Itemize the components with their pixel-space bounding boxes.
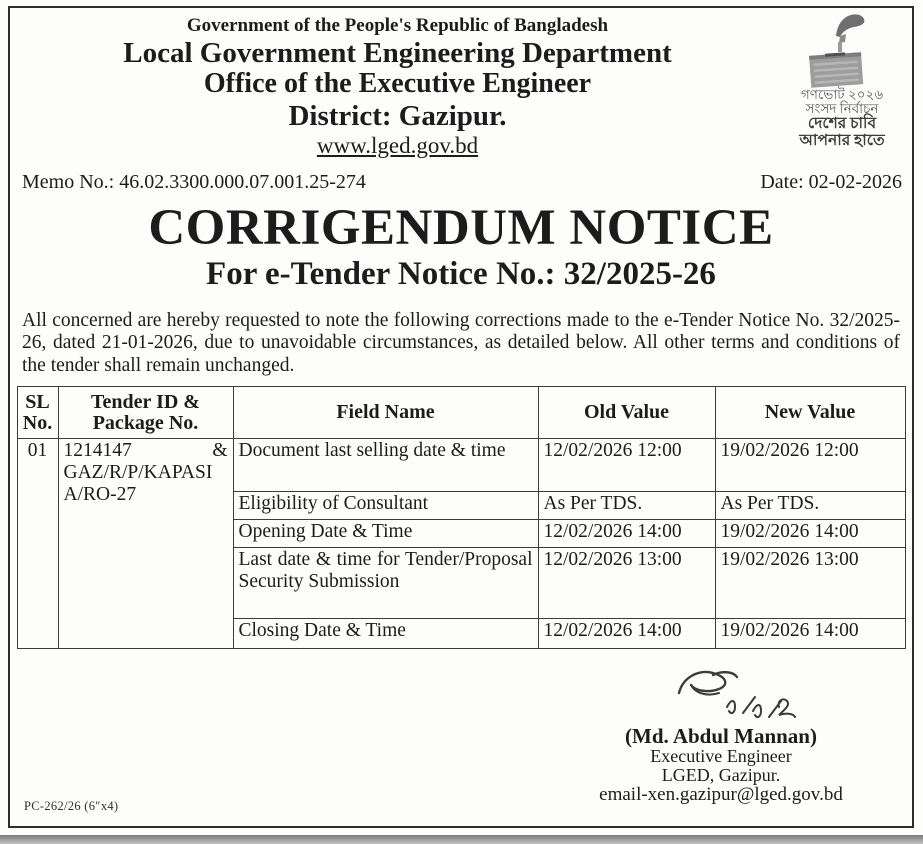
- intro-paragraph: All concerned are hereby requested to note the following corrections made to the e-Tender Notice No. 32/2025-26, dated 21-01-2026, due to unavoidable circumstances, as detailed below. All other terms and conditions of the tender shall remain unchanged.: [22, 309, 900, 376]
- ballot-box-icon: [796, 10, 888, 88]
- cell-new-value: 19/02/2026 12:00: [715, 439, 905, 492]
- memo-number: Memo No.: 46.02.3300.000.07.001.25-274: [22, 170, 366, 193]
- cell-old-value: 12/02/2026 14:00: [538, 619, 715, 649]
- cell-new-value: As Per TDS.: [715, 492, 905, 520]
- notice-subtitle: For e-Tender Notice No.: 32/2025-26: [206, 256, 716, 293]
- emblem-line-3: দেশের চাবি: [807, 115, 877, 133]
- cell-new-value: 19/02/2026 14:00: [715, 520, 905, 548]
- government-line: Government of the People's Republic of Bangladesh: [186, 15, 609, 36]
- letterhead: [10, 8, 785, 159]
- col-header-new-value: New Value: [715, 387, 905, 439]
- signatory-organization: LGED, Gazipur.: [661, 765, 781, 786]
- emblem-caption: [778, 88, 906, 149]
- department-name: Local Government Engineering Department: [123, 37, 672, 70]
- cell-sl-no: 01: [17, 439, 58, 649]
- notice-date: Date: 02-02-2026: [760, 170, 902, 193]
- signatory-name: (Md. Abdul Mannan): [625, 724, 817, 749]
- emblem-line-2: সংসদ নির্বাচন: [805, 101, 879, 117]
- district-line: District: Gazipur.: [288, 99, 507, 132]
- cell-old-value: 12/02/2026 13:00: [538, 548, 715, 619]
- emblem-line-4: আপনার হাতে: [799, 131, 885, 149]
- col-header-tender-id: Tender ID & Package No.: [58, 387, 233, 439]
- page-separator-bar: [0, 835, 923, 844]
- cell-field-name: Document last selling date & time: [233, 439, 538, 492]
- signatory-title: Executive Engineer: [650, 746, 792, 767]
- cell-field-name: Closing Date & Time: [233, 619, 538, 649]
- memo-row: [10, 171, 912, 194]
- signature-block: [546, 663, 896, 805]
- cell-new-value: 19/02/2026 14:00: [715, 619, 905, 649]
- package-no: GAZ/R/P/KAPASIA/RO-27: [63, 461, 213, 505]
- tender-id-line: [64, 440, 228, 462]
- cell-field-name: Eligibility of Consultant: [233, 492, 538, 520]
- cell-old-value: As Per TDS.: [538, 492, 715, 520]
- website-url: www.lged.gov.bd: [316, 133, 479, 159]
- col-header-field-name: Field Name: [233, 387, 538, 439]
- handwritten-signature-icon: [661, 663, 836, 727]
- cell-old-value: 12/02/2026 12:00: [538, 439, 715, 492]
- cell-new-value: 19/02/2026 13:00: [715, 548, 905, 619]
- table-header-row: [17, 387, 905, 439]
- corrections-table: [17, 386, 906, 649]
- notice-title: CORRIGENDUM NOTICE: [148, 199, 774, 256]
- tender-id: 1214147: [63, 440, 132, 462]
- col-header-sl-no: SL No.: [17, 387, 58, 439]
- document-border-frame: [8, 6, 914, 828]
- col-header-old-value: Old Value: [538, 387, 715, 439]
- signatory-email: email-xen.gazipur@lged.gov.bd: [599, 783, 843, 805]
- emblem-line-1: গণভোট ২০২৬: [800, 87, 884, 102]
- office-name: Office of the Executive Engineer: [203, 67, 592, 99]
- cell-old-value: 12/02/2026 14:00: [538, 520, 715, 548]
- cell-tender-id-package: [58, 439, 233, 649]
- print-code: PC-262/26 (6″x4): [24, 799, 119, 813]
- cell-field-name: Last date & time for Tender/Proposal Security Submission: [233, 548, 538, 619]
- cell-field-name: Opening Date & Time: [233, 520, 538, 548]
- table-row: [17, 439, 905, 492]
- election-emblem: [778, 10, 906, 149]
- tender-id-ampersand: &: [212, 440, 228, 462]
